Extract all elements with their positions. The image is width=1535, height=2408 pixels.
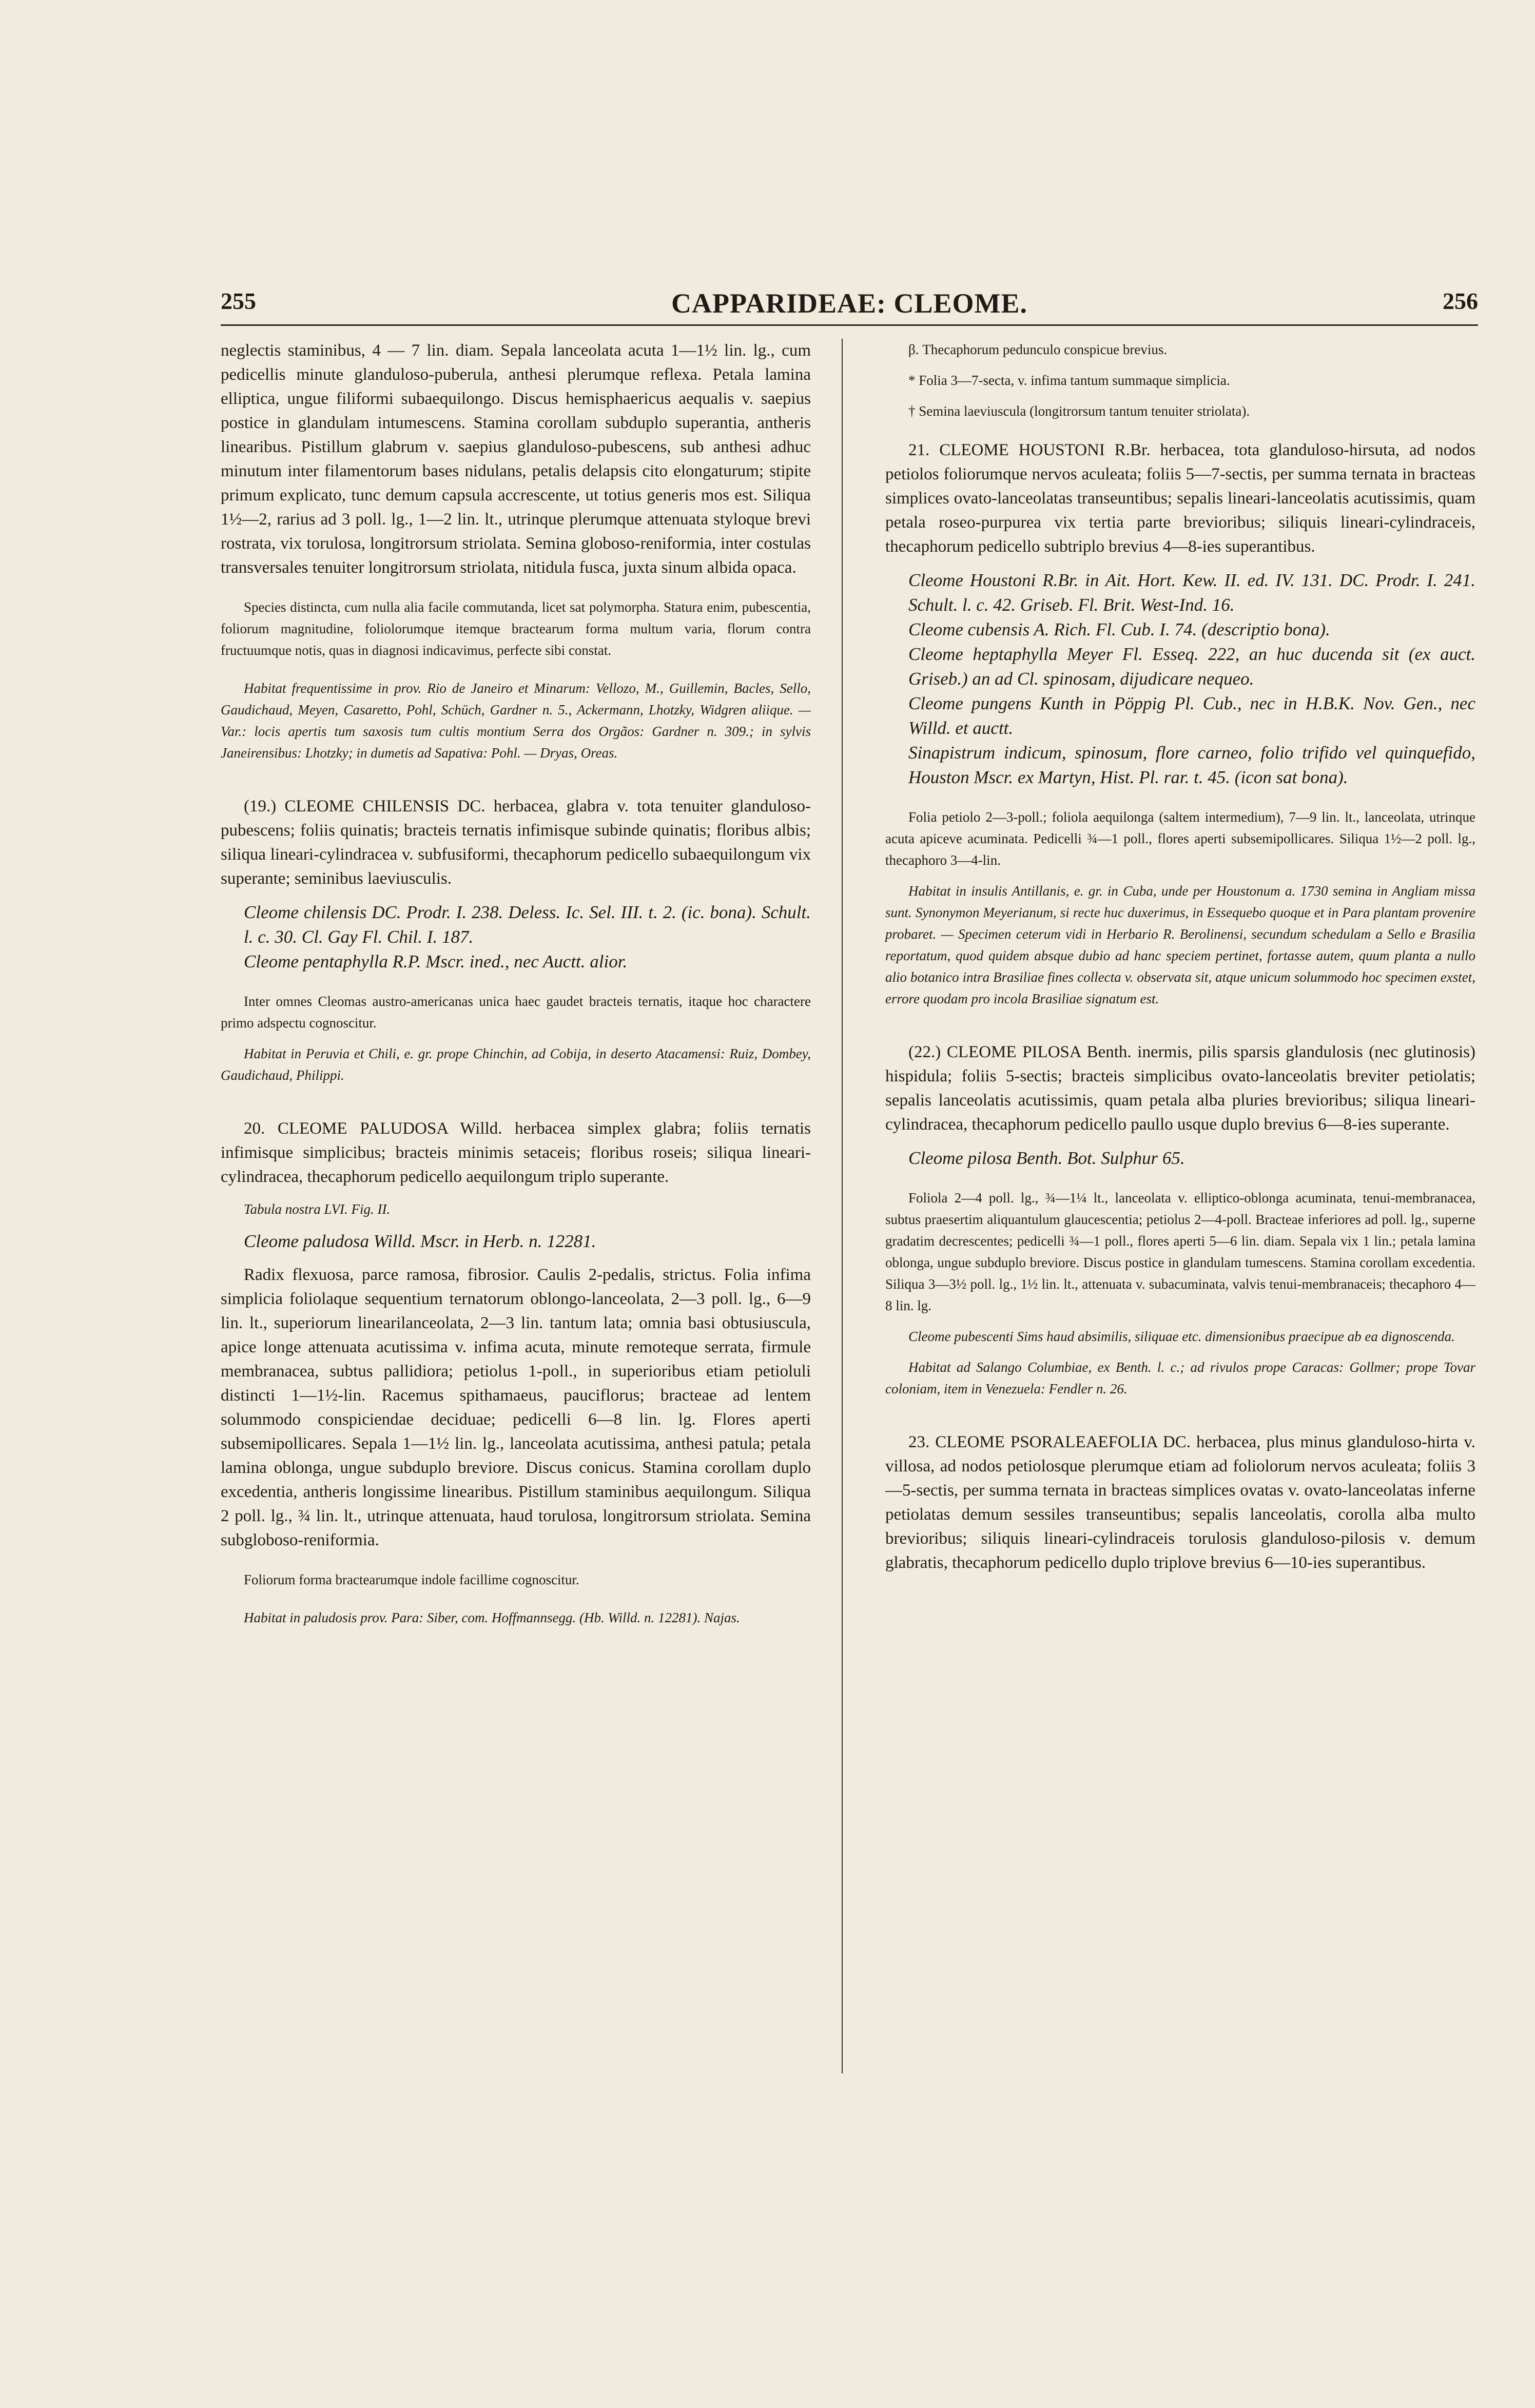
species-20-description: Radix flexuosa, parce ramosa, fibrosior. Caulis 2-pedalis, strictus. Folia infima simplicia foliolaque sequentium ternatorum oblongo-lanceolata, 2—3 poll. lg., 6—9 lin. lt., superiorum linearilanceolata, 2—3 lin. tantum lata; omnia basi obtusiuscula, apice longe attenuata acutissima v. infima acuta, minute remoteque serrata, firmule membranacea, subtus pallidiora; petiolus 1-poll., in superioribus etiam petioluli distincti 1—1½-lin. Racemus spithamaeus, pauciflorus; bracteae ad lentem solummodo conspiciendae deciduae; pedicelli 6—8 lin. lg. Flores aperti subsemipollicares. Sepala 1—1½ lin. lg., lanceolata acutissima, anthesi patula; petala lamina oblonga, ungue subduplo breviore. Discus conicus. Stamina corollam duplo excedentia, antheris longissime linearibus. Pistillum staminibus aequilongum. Siliqua 2 poll. lg., ¾ lin. lt., utrinque attenuata, haud torulosa, longitrorsum striolata. Semina subgloboso-reniformia. [221, 1266, 811, 1549]
species-22-habitat: Habitat ad Salango Columbiae, ex Benth. l. c.; ad rivulos prope Caracas: Gollmer; prope Tovar coloniam, item in Venezuela: Fendler n. 26. [885, 1360, 1475, 1396]
species-21-synonym: Cleome Houstoni R.Br. in Ait. Hort. Kew. II. ed. IV. 131. DC. Prodr. I. 241. Schult. l. c. 42. Griseb. Fl. Brit. West-Ind. 16. [908, 570, 1475, 615]
species-22-diagnosis: (22.) CLEOME PILOSA Benth. inermis, pilis sparsis glandulosis (nec glutinosis) hispidula; foliis 5-sectis; bracteis simplicibus ovato-lanceolatis breviter petiolatis; sepalis lanceolatis acutissimis, quam petala alba pluries brevioribus; siliqua lineari-cylindracea, thecaphorum pedicello paullo usque duplo brevius 6—8-ies superante. [885, 1043, 1475, 1134]
species-20-note: Foliorum forma bractearumque indole facillime cognoscitur. [244, 1572, 579, 1587]
section-dagger-note: † Semina laeviuscula (longitrorsum tantum tenuiter striolata). [908, 403, 1250, 419]
species-19-habitat: Habitat in Peruvia et Chili, e. gr. prope Chinchin, ad Cobija, in deserto Atacamensi: Ruiz, Dombey, Gaudichaud, Philippi. [221, 1046, 811, 1083]
species-21-synonym-5: Sinapistrum indicum, spinosum, flore carneo, folio trifido vel quinquefido, Houston Mscr. ex Martyn, Hist. Pl. rar. t. 45. (icon sat bona). [908, 743, 1475, 787]
habitat-note: Habitat frequentissime in prov. Rio de Janeiro et Minarum: Vellozo, M., Guillemin, Bacles, Sello, Gaudichaud, Meyen, Casaretto, Pohl, Schüch, Gardner n. 5., Ackermann, Lhotzky, Widgren aliique. — Var.: locis apertis tum saxosis tum cultis montium Serra dos Orgãos: Gardner n. 309.; in sylvis Janeirensibus: Lhotzky; in dumetis ad Sapativa: Pohl. — Dryas, Oreas. [221, 681, 811, 761]
species-20-plate: Tabula nostra LVI. Fig. II. [244, 1201, 391, 1217]
section-star-note: * Folia 3—7-secta, v. infima tantum summaque simplicia. [908, 373, 1230, 388]
species-21-habitat: Habitat in insulis Antillanis, e. gr. in Cuba, unde per Houstonum a. 1730 semina in Angliam missa sunt. Synonymon Meyerianum, si recte huc duxerimus, in Essequebo quoque et in Para plantam provenire probaret. — Specimen ceterum vidi in Herbario R. Berolinensi, secundum schedulam a Sello e Brasilia reportatum, quod quidem absque dubio ad hanc speciem pertinet, fortasse autem, quum planta a nullo alio botanico intra Brasiliae fines collecta v. observata sit, atque unicum solummodo hoc specimen exstet, errore quodam pro incola Brasiliae signatum est. [885, 883, 1475, 1006]
header-rule [221, 324, 1478, 326]
running-title: CAPPARIDEAE: CLEOME. [671, 288, 1027, 319]
page-number-right: 256 [1443, 288, 1478, 314]
species-19-synonym: Cleome chilensis DC. Prodr. I. 238. Deless. Ic. Sel. III. t. 2. (ic. bona). Schult. l. c. 30. Cl. Gay Fl. Chil. I. 187. [244, 902, 811, 947]
species-21-synonym-2: Cleome cubensis A. Rich. Fl. Cub. I. 74. (descriptio bona). [908, 619, 1330, 639]
page-number-left: 255 [221, 288, 256, 314]
species-22-description: Foliola 2—4 poll. lg., ¾—1¼ lt., lanceolata v. elliptico-oblonga acuminata, tenui-membranacea, subtus praesertim aliquantulum glaucescentia; petiolus 2—4-poll. Bracteae inferiores ad poll. lg., superne gradatim decrescentes; pedicelli ¾—1 poll., flores aperti 5—6 lin. diam. Sepala vix 1 lin.; petala lamina oblonga, ungue subduplo breviore. Discus postice in glandulam tumescens. Stamina corollam excedentia. Siliqua 3—3½ poll. lg., 1½ lin. lt., attenuata v. subacuminata, valvis tenui-membranaceis; thecaphoro 4—8 lin. lg. [885, 1190, 1475, 1313]
species-19-synonym-2: Cleome pentaphylla R.P. Mscr. ined., nec Auctt. alior. [244, 951, 628, 972]
species-20-habitat: Habitat in paludosis prov. Para: Siber, com. Hoffmannsegg. (Hb. Willd. n. 12281). Najas. [244, 1610, 740, 1625]
species-21-description: Folia petiolo 2—3-poll.; foliola aequilonga (saltem intermedium), 7—9 lin. lt., lanceolata, utrinque acuta apiceve acuminata. Pedicelli ¾—1 poll., flores aperti subsemipollicares. Siliqua 1½—2 poll. lg., thecaphoro 3—4-lin. [885, 809, 1475, 868]
species-23-diagnosis: 23. CLEOME PSORALEAEFOLIA DC. herbacea, plus minus glanduloso-hirta v. villosa, ad nodos petiolosque plerumque etiam ad foliolorum nervos aculeata; foliis 3—5-sectis, per summa ternata in bracteas simplices ovatas v. ovato-lanceolatas inferne petiolatas demum sessiles transeuntibus; sepalis lanceolatis, corolla alba multo brevioribus; siliquis lineari-cylindraceis torulosis glanduloso-pilosis v. demum glabratis, thecaphorum pedicello duplo triplove brevius 6—10-ies superantibus. [885, 1433, 1475, 1572]
species-21-synonym-4: Cleome pungens Kunth in Pöppig Pl. Cub., nec in H.B.K. Nov. Gen., nec Willd. et auctt. [908, 693, 1475, 738]
species-22-note: Cleome pubescenti Sims haud absimilis, siliquae etc. dimensionibus praecipue ab ea dignoscenda. [908, 1329, 1455, 1344]
variety-beta-note: β. Thecaphorum pedunculo conspicue brevius. [908, 342, 1168, 357]
species-19-diagnosis: (19.) CLEOME CHILENSIS DC. herbacea, glabra v. tota tenuiter glanduloso-pubescens; foliis quinatis; bracteis ternatis infimisque subinde quinatis; floribus albis; siliqua lineari-cylindracea v. subfusiformi, thecaphorum pedicello subaequilongum vix superante; seminibus laeviusculis. [221, 797, 811, 888]
species-19-note: Inter omnes Cleomas austro-americanas unica haec gaudet bracteis ternatis, itaque hoc charactere primo adspectu cognoscitur. [221, 994, 811, 1031]
species-20-synonym: Cleome paludosa Willd. Mscr. in Herb. n. 12281. [244, 1231, 596, 1251]
right-column [885, 339, 1475, 1575]
species-22-synonym: Cleome pilosa Benth. Bot. Sulphur 65. [908, 1148, 1185, 1168]
page-header [221, 287, 1478, 323]
species-note: Species distincta, cum nulla alia facile commutanda, licet sat polymorpha. Statura enim, pubescentia, foliorum magnitudine, foliolorumque itemque bractearum forma multum varia, florum contra fructuumque notis, quas in diagnosi indicavimus, perfecte sibi constat. [221, 599, 811, 658]
species-21-diagnosis: 21. CLEOME HOUSTONI R.Br. herbacea, tota glanduloso-hirsuta, ad nodos petiolos foliorumque nervos aculeata; foliis 5—7-sectis, per summa ternata in bracteas simplices ovato-lanceolatas transeuntibus; sepalis lineari-lanceolatis acutissimis, quam petala roseo-purpurea vix tertia parte brevioribus; siliquis lineari-cylindraceis, thecaphorum pedicello subtriplo brevius 4—8-ies superantibus. [885, 441, 1475, 556]
description-continuation: neglectis staminibus, 4 — 7 lin. diam. Sepala lanceolata acuta 1—1½ lin. lg., cum pedicellis minute glanduloso-puberula, anthesi plerumque reflexa. Petala lamina elliptica, ungue filiformi subaequilongo. Discus hemisphaericus aequalis v. saepius postice in glandulam intumescens. Stamina corollam subduplo superantia, antheris linearibus. Pistillum glabrum v. saepius glanduloso-pubescens, sub anthesi adhuc minutum inter filamentorum bases nidulans, petalis delapsis cito elongaturum; stipite primum explicato, tunc demum capsula accrescente, ut totius generis mos est. Siliqua 1½—2, rarius ad 3 poll. lg., 1—2 lin. lt., utrinque plerumque attenuata styloque brevi rostrata, vix torulosa, longitrorsum striolata. Semina globoso-reniformia, inter costulas transversales tenuiter longitrorsum striolata, nitidula fusca, juxta sinum albida opaca. [221, 341, 811, 577]
species-20-diagnosis: 20. CLEOME PALUDOSA Willd. herbacea simplex glabra; foliis ternatis infimisque simplicibus; bracteis minimis setaceis; floribus roseis; siliqua lineari-cylindracea, thecaphorum pedicello aequilongum triplo superante. [221, 1119, 811, 1186]
species-21-synonym-3: Cleome heptaphylla Meyer Fl. Esseq. 222, an huc ducenda sit (ex auct. Griseb.) an ad Cl. spinosam, dijudicare nequeo. [908, 644, 1475, 689]
left-column [221, 339, 811, 1628]
column-divider [842, 339, 843, 2073]
